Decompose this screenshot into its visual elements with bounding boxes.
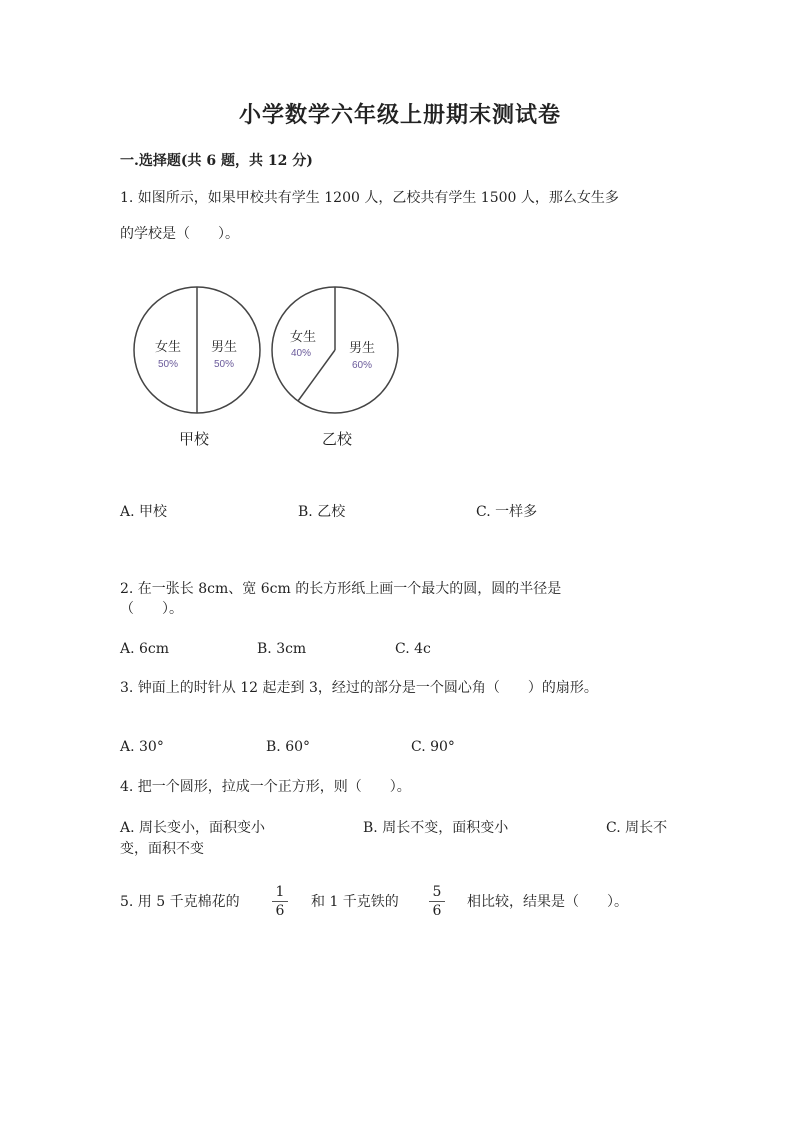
fraction-2-numerator: 5 xyxy=(432,884,442,900)
q4-option-b[interactable]: B. 周长不变，面积变小 xyxy=(363,820,509,836)
pie-yi-female-pct: 40% xyxy=(290,348,312,359)
q2-option-a[interactable]: A. 6cm xyxy=(120,641,170,657)
q1-option-b[interactable]: B. 乙校 xyxy=(298,504,346,520)
fraction-1-numerator: 1 xyxy=(275,884,285,900)
question-5-part3: 相比较，结果是（ ）。 xyxy=(467,894,628,910)
pie-jia-male-pct: 50% xyxy=(213,359,235,370)
pie-jia-female-label: 女生 xyxy=(154,339,182,354)
fraction-1-denominator: 6 xyxy=(275,903,285,919)
q4-option-c[interactable]: C. 周长不 xyxy=(606,820,668,836)
pie-yi-male-label: 男生 xyxy=(348,340,376,355)
q3-option-a[interactable]: A. 30° xyxy=(120,739,164,755)
pie-jia xyxy=(134,287,260,448)
question-1-line2: 的学校是（ ）。 xyxy=(120,226,239,242)
q2-option-c[interactable]: C. 4c xyxy=(395,641,431,657)
q3-option-c[interactable]: C. 90° xyxy=(411,739,455,755)
pie-jia-male-label: 男生 xyxy=(210,339,238,354)
pie-yi xyxy=(272,287,398,448)
fraction-2-denominator: 6 xyxy=(432,903,442,919)
fraction-five-sixths xyxy=(427,884,447,919)
pie-yi-female-label: 女生 xyxy=(289,329,317,344)
question-1-line1: 1. 如图所示，如果甲校共有学生 1200 人，乙校共有学生 1500 人，那么女生多 xyxy=(120,190,619,206)
q4-option-a[interactable]: A. 周长变小，面积变小 xyxy=(120,820,266,836)
question-3-line1: 3. 钟面上的时针从 12 起走到 3，经过的部分是一个圆心角（ ）的扇形。 xyxy=(120,680,598,696)
question-4-line1: 4. 把一个圆形，拉成一个正方形，则（ ）。 xyxy=(120,779,411,795)
q3-option-b[interactable]: B. 60° xyxy=(266,739,311,755)
question-5-part1: 5. 用 5 千克棉花的 xyxy=(120,894,240,910)
fraction-1-bar xyxy=(272,901,288,902)
q2-option-b[interactable]: B. 3cm xyxy=(257,641,307,657)
pie-charts-diagram xyxy=(120,278,420,453)
section-heading: 一.选择题(共 6 题，共 12 分) xyxy=(120,153,313,169)
q1-option-c[interactable]: C. 一样多 xyxy=(476,504,538,520)
question-2-line2: （ ）。 xyxy=(120,601,183,617)
question-2-line1: 2. 在一张长 8cm、宽 6cm 的长方形纸上画一个最大的圆，圆的半径是 xyxy=(120,581,562,597)
fraction-2-bar xyxy=(429,901,445,902)
q1-option-a[interactable]: A. 甲校 xyxy=(120,504,168,520)
q4-option-c-continued: 变，面积不变 xyxy=(120,841,204,857)
pie-yi-name: 乙校 xyxy=(321,431,353,448)
question-5-part2: 和 1 千克铁的 xyxy=(311,894,399,910)
pie-yi-male-pct: 60% xyxy=(351,360,373,371)
page-title: 小学数学六年级上册期末测试卷 xyxy=(238,102,561,128)
fraction-one-sixth xyxy=(270,884,290,919)
pie-jia-name: 甲校 xyxy=(178,431,210,448)
pie-jia-female-pct: 50% xyxy=(157,359,179,370)
